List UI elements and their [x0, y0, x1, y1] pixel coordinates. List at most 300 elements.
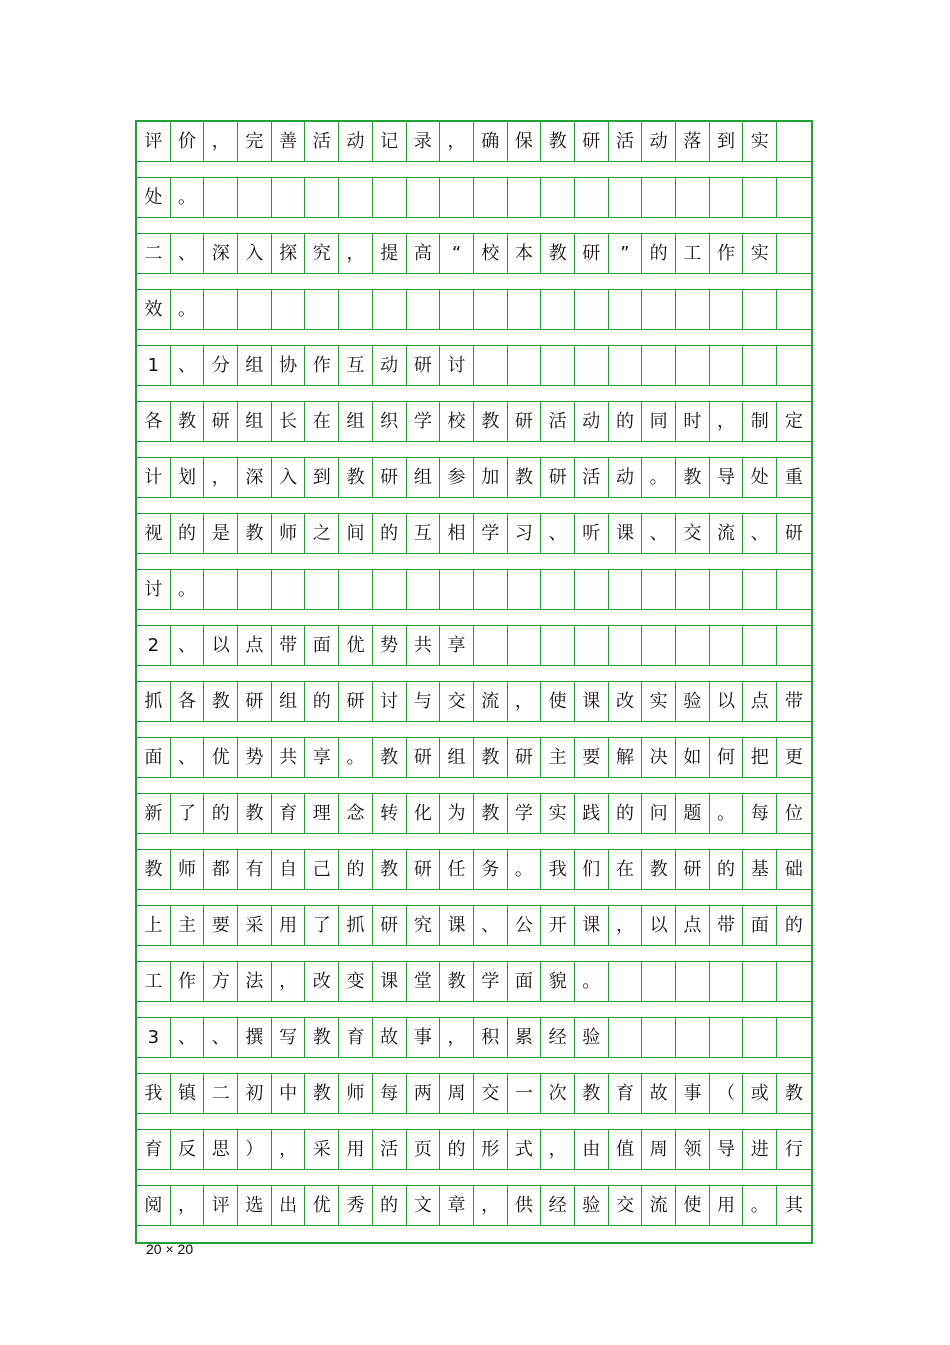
grid-cell: 工 [137, 962, 171, 1001]
grid-cell [238, 570, 272, 609]
grid-cell: 出 [272, 1186, 306, 1225]
grid-cell: 上 [137, 906, 171, 945]
grid-cell: 2 [137, 626, 171, 665]
grid-cell [474, 570, 508, 609]
grid-cell: 育 [272, 794, 306, 833]
grid-row [137, 346, 811, 386]
grid-row [137, 458, 811, 498]
grid-cell: 初 [238, 1074, 272, 1113]
grid-cell: ， [204, 458, 238, 497]
grid-cell: 。 [171, 290, 205, 329]
grid-cell: 带 [710, 906, 744, 945]
grid-cell: 课 [373, 962, 407, 1001]
row-spacer [137, 330, 811, 346]
row-spacer [137, 778, 811, 794]
grid-cell: 参 [440, 458, 474, 497]
grid-cell: 研 [575, 122, 609, 161]
grid-cell: 中 [272, 1074, 306, 1113]
grid-cell [474, 626, 508, 665]
grid-cell: 在 [609, 850, 643, 889]
grid-cell [272, 570, 306, 609]
grid-cell: 反 [171, 1130, 205, 1169]
grid-cell: 累 [508, 1018, 542, 1057]
grid-cell: 形 [474, 1130, 508, 1169]
grid-cell: 师 [171, 850, 205, 889]
grid-cell [676, 570, 710, 609]
grid-row [137, 122, 811, 162]
grid-cell: 完 [238, 122, 272, 161]
grid-cell: 故 [642, 1074, 676, 1113]
grid-cell: 流 [474, 682, 508, 721]
grid-cell [508, 178, 542, 217]
grid-cell: 在 [305, 402, 339, 441]
grid-cell: 何 [710, 738, 744, 777]
grid-cell: 研 [373, 906, 407, 945]
grid-cell: 课 [440, 906, 474, 945]
grid-cell: 堂 [407, 962, 441, 1001]
grid-cell: 的 [784, 914, 803, 936]
grid-cell: 次 [541, 1074, 575, 1113]
grid-cell: 一 [508, 1074, 542, 1113]
grid-cell: 1 [137, 346, 171, 385]
grid-cell: 评 [137, 122, 171, 161]
grid-cell: 到 [305, 458, 339, 497]
grid-cell: 本 [508, 234, 542, 273]
grid-cell: 用 [710, 1186, 744, 1225]
grid-cell: 变 [339, 962, 373, 1001]
grid-cell: 们 [575, 850, 609, 889]
grid-cell [508, 346, 542, 385]
grid-cell: 教 [305, 1018, 339, 1057]
row-spacer [137, 274, 811, 290]
grid-cell [743, 626, 777, 665]
grid-cell [541, 290, 575, 329]
grid-cell: 织 [373, 402, 407, 441]
row-spacer [137, 498, 811, 514]
grid-cell: 教 [541, 122, 575, 161]
grid-cell: 交 [609, 1186, 643, 1225]
grid-cell [575, 626, 609, 665]
grid-cell: 习 [508, 514, 542, 553]
grid-row [137, 178, 811, 218]
grid-cell: 研 [508, 402, 542, 441]
grid-cell: 导 [710, 458, 744, 497]
grid-cell: 录 [407, 122, 441, 161]
grid-cell: 面 [743, 906, 777, 945]
grid-cell: 。 [171, 570, 205, 609]
grid-cell: 育 [609, 1074, 643, 1113]
grid-cell: 教 [305, 1074, 339, 1113]
grid-cell [710, 290, 744, 329]
grid-cell: 讨 [137, 570, 171, 609]
grid-cell: 学 [474, 514, 508, 553]
grid-cell [305, 178, 339, 217]
grid-cell: 二 [137, 234, 171, 273]
grid-cell [575, 290, 609, 329]
grid-row [137, 738, 811, 778]
grid-cell [676, 626, 710, 665]
grid-cell: 抓 [339, 906, 373, 945]
grid-cell: 是 [204, 514, 238, 553]
grid-cell: 高 [407, 234, 441, 273]
grid-cell: 的 [305, 682, 339, 721]
grid-cell [541, 626, 575, 665]
grid-cell: 时 [676, 402, 710, 441]
grid-row [137, 626, 811, 666]
grid-cell: 领 [676, 1130, 710, 1169]
grid-cell [541, 178, 575, 217]
grid-cell: 组 [407, 458, 441, 497]
row-spacer [137, 946, 811, 962]
grid-cell: 。 [710, 794, 744, 833]
grid-cell: 互 [407, 514, 441, 553]
grid-cell: 共 [407, 626, 441, 665]
grid-cell: 研 [204, 402, 238, 441]
grid-cell: 价 [171, 122, 205, 161]
grid-cell [407, 178, 441, 217]
grid-cell [508, 626, 542, 665]
row-spacer [137, 1170, 811, 1186]
grid-cell: 动 [642, 122, 676, 161]
grid-cell: 选 [238, 1186, 272, 1225]
grid-cell: ， [440, 1018, 474, 1057]
manuscript-grid [135, 120, 813, 1244]
grid-cell: 改 [609, 682, 643, 721]
grid-cell: 享 [305, 738, 339, 777]
grid-cell: 每 [373, 1074, 407, 1113]
grid-cell: 的 [171, 514, 205, 553]
grid-cell: 评 [204, 1186, 238, 1225]
grid-cell: 的 [440, 1130, 474, 1169]
grid-cell: 究 [305, 234, 339, 273]
grid-cell [710, 346, 744, 385]
grid-cell: 交 [440, 682, 474, 721]
grid-cell [373, 570, 407, 609]
grid-cell: 听 [575, 514, 609, 553]
grid-row [137, 570, 811, 610]
grid-cell: 值 [609, 1130, 643, 1169]
grid-cell: 为 [440, 794, 474, 833]
grid-cell: 善 [272, 122, 306, 161]
grid-cell: 的 [609, 402, 643, 441]
grid-cell: 实 [541, 794, 575, 833]
grid-cell: 确 [474, 122, 508, 161]
grid-cell: 研 [238, 682, 272, 721]
grid-cell: 经 [541, 1018, 575, 1057]
grid-cell: 流 [710, 514, 744, 553]
grid-cell: 二 [204, 1074, 238, 1113]
grid-cell: 的 [373, 514, 407, 553]
grid-cell: 势 [238, 738, 272, 777]
grid-cell [642, 178, 676, 217]
grid-row [137, 290, 811, 330]
grid-cell: 讨 [373, 682, 407, 721]
grid-cell: 研 [407, 738, 441, 777]
grid-cell: 事 [676, 1074, 710, 1113]
grid-cell [508, 290, 542, 329]
grid-cell: 了 [305, 906, 339, 945]
grid-cell: 如 [676, 738, 710, 777]
grid-cell: （ [710, 1074, 744, 1113]
grid-cell: ， [474, 1186, 508, 1225]
grid-cell [710, 570, 744, 609]
grid-cell: 转 [373, 794, 407, 833]
grid-cell [642, 346, 676, 385]
grid-cell: 页 [407, 1130, 441, 1169]
grid-cell: 工 [676, 234, 710, 273]
row-spacer [137, 890, 811, 906]
grid-cell [373, 178, 407, 217]
grid-cell: 深 [238, 458, 272, 497]
grid-cell: 自 [272, 850, 306, 889]
grid-cell: 供 [508, 1186, 542, 1225]
grid-cell: 都 [204, 850, 238, 889]
grid-cell [676, 1018, 710, 1057]
grid-cell: 使 [676, 1186, 710, 1225]
grid-cell: ， [339, 234, 373, 273]
grid-cell: 优 [204, 738, 238, 777]
grid-cell: 的 [373, 1186, 407, 1225]
grid-cell [777, 570, 811, 609]
grid-cell: 作 [710, 234, 744, 273]
grid-cell: 抓 [137, 682, 171, 721]
grid-cell: 。 [642, 458, 676, 497]
grid-cell: 动 [339, 122, 373, 161]
grid-cell [777, 346, 811, 385]
grid-cell: 师 [339, 1074, 373, 1113]
row-spacer [137, 666, 811, 682]
grid-cell [373, 290, 407, 329]
grid-cell: 动 [609, 458, 643, 497]
grid-cell [642, 962, 676, 1001]
grid-cell: 学 [474, 962, 508, 1001]
grid-cell: 周 [642, 1130, 676, 1169]
grid-cell: 。 [575, 962, 609, 1001]
grid-cell: 育 [137, 1130, 171, 1169]
grid-cell: 分 [204, 346, 238, 385]
grid-cell: 己 [305, 850, 339, 889]
grid-cell: 教 [171, 402, 205, 441]
grid-cell: ， [609, 906, 643, 945]
grid-cell: ， [440, 122, 474, 161]
grid-cell: 各 [137, 402, 171, 441]
grid-cell: 、 [743, 514, 777, 553]
grid-cell: “ [440, 234, 474, 273]
grid-cell: 教 [373, 850, 407, 889]
grid-cell: 题 [676, 794, 710, 833]
grid-cell: ， [171, 1186, 205, 1225]
grid-cell: ， [204, 122, 238, 161]
grid-cell: 组 [339, 402, 373, 441]
grid-cell: 用 [272, 906, 306, 945]
grid-cell: 教 [508, 458, 542, 497]
grid-cell: 处 [743, 458, 777, 497]
grid-cell: 验 [575, 1186, 609, 1225]
grid-cell [204, 290, 238, 329]
grid-cell: 作 [171, 962, 205, 1001]
grid-cell: 要 [204, 906, 238, 945]
grid-cell: 方 [204, 962, 238, 1001]
grid-cell: 课 [575, 906, 609, 945]
grid-cell [642, 570, 676, 609]
row-spacer [137, 218, 811, 234]
row-spacer [137, 722, 811, 738]
grid-cell [541, 570, 575, 609]
grid-cell: 带 [272, 626, 306, 665]
grid-cell: 、 [642, 514, 676, 553]
grid-cell: 开 [541, 906, 575, 945]
grid-cell: ， [541, 1130, 575, 1169]
grid-cell: 动 [373, 346, 407, 385]
grid-cell: 活 [305, 122, 339, 161]
grid-cell: 师 [272, 514, 306, 553]
grid-cell: 研 [676, 850, 710, 889]
grid-row [137, 850, 811, 890]
grid-cell: 流 [642, 1186, 676, 1225]
grid-cell: 研 [373, 458, 407, 497]
grid-cell: 以 [204, 626, 238, 665]
grid-cell: 积 [474, 1018, 508, 1057]
grid-cell [777, 1018, 811, 1057]
grid-cell: 的 [609, 794, 643, 833]
grid-cell: 采 [305, 1130, 339, 1169]
grid-cell [777, 962, 811, 1001]
grid-cell: 验 [575, 1018, 609, 1057]
grid-cell: 法 [238, 962, 272, 1001]
grid-cell: 使 [541, 682, 575, 721]
grid-cell: 的 [339, 850, 373, 889]
grid-cell [743, 178, 777, 217]
grid-cell [407, 570, 441, 609]
grid-cell [676, 962, 710, 1001]
grid-cell: 到 [710, 122, 744, 161]
grid-cell [474, 290, 508, 329]
grid-cell: 、 [171, 1018, 205, 1057]
grid-cell: 研 [407, 850, 441, 889]
grid-cell: 校 [440, 402, 474, 441]
grid-cell: 研 [541, 458, 575, 497]
grid-row [137, 1130, 811, 1170]
grid-cell: 础 [784, 858, 803, 880]
grid-cell: 镇 [171, 1074, 205, 1113]
grid-cell: 活 [541, 402, 575, 441]
grid-row [137, 234, 811, 274]
grid-cell: ， [272, 1130, 306, 1169]
grid-cell: 文 [407, 1186, 441, 1225]
row-spacer [137, 554, 811, 570]
grid-cell [609, 346, 643, 385]
grid-cell [474, 346, 508, 385]
grid-cell: 视 [137, 514, 171, 553]
grid-cell: 校 [474, 234, 508, 273]
grid-cell: 之 [305, 514, 339, 553]
grid-cell [575, 178, 609, 217]
grid-cell: 教 [784, 1082, 803, 1104]
grid-cell: ” [609, 234, 643, 273]
grid-cell: 长 [272, 402, 306, 441]
grid-cell: 重 [784, 466, 803, 488]
grid-cell: 教 [238, 794, 272, 833]
grid-cell: 研 [575, 234, 609, 273]
grid-cell: 改 [305, 962, 339, 1001]
row-spacer [137, 1114, 811, 1130]
grid-cell [743, 290, 777, 329]
grid-row [137, 514, 811, 554]
grid-cell: 故 [373, 1018, 407, 1057]
grid-cell: 加 [474, 458, 508, 497]
grid-cell: 问 [642, 794, 676, 833]
grid-cell [743, 346, 777, 385]
grid-cell: 保 [508, 122, 542, 161]
grid-cell: 讨 [440, 346, 474, 385]
grid-cell: 组 [272, 682, 306, 721]
grid-cell: 以 [642, 906, 676, 945]
grid-cell: 的 [204, 794, 238, 833]
grid-cell: 。 [171, 178, 205, 217]
grid-row [137, 402, 811, 442]
grid-cell: 写 [272, 1018, 306, 1057]
grid-cell [339, 570, 373, 609]
grid-cell: 位 [784, 802, 803, 824]
row-spacer [137, 442, 811, 458]
grid-cell: 育 [339, 1018, 373, 1057]
grid-cell: 点 [743, 682, 777, 721]
grid-cell: 研 [508, 738, 542, 777]
grid-cell: 念 [339, 794, 373, 833]
grid-cell: 。 [339, 738, 373, 777]
grid-cell [676, 178, 710, 217]
grid-cell: 。 [508, 850, 542, 889]
grid-cell: 我 [541, 850, 575, 889]
grid-cell [743, 570, 777, 609]
grid-cell: 处 [137, 178, 171, 217]
grid-cell [238, 178, 272, 217]
grid-cell: 务 [474, 850, 508, 889]
grid-cell: 教 [373, 738, 407, 777]
grid-cell [609, 962, 643, 1001]
grid-cell [339, 290, 373, 329]
grid-cell [609, 290, 643, 329]
grid-cell [609, 570, 643, 609]
grid-cell: 同 [642, 402, 676, 441]
grid-cell: 化 [407, 794, 441, 833]
grid-cell: 章 [440, 1186, 474, 1225]
grid-cell: 学 [407, 402, 441, 441]
grid-cell [676, 290, 710, 329]
grid-cell: 采 [238, 906, 272, 945]
grid-cell: 任 [440, 850, 474, 889]
grid-cell: 或 [743, 1074, 777, 1113]
grid-cell: 主 [171, 906, 205, 945]
grid-cell: ） [238, 1130, 272, 1169]
grid-cell: 经 [541, 1186, 575, 1225]
grid-cell: 用 [339, 1130, 373, 1169]
grid-row [137, 906, 811, 946]
grid-cell: 享 [440, 626, 474, 665]
grid-cell: 解 [609, 738, 643, 777]
grid-cell [272, 178, 306, 217]
grid-cell: 优 [305, 1186, 339, 1225]
grid-cell: 组 [238, 402, 272, 441]
grid-cell [272, 290, 306, 329]
grid-cell: 深 [204, 234, 238, 273]
grid-cell: 、 [541, 514, 575, 553]
grid-cell: 入 [272, 458, 306, 497]
grid-cell [238, 290, 272, 329]
grid-row [137, 962, 811, 1002]
grid-cell: 主 [541, 738, 575, 777]
grid-cell: 探 [272, 234, 306, 273]
